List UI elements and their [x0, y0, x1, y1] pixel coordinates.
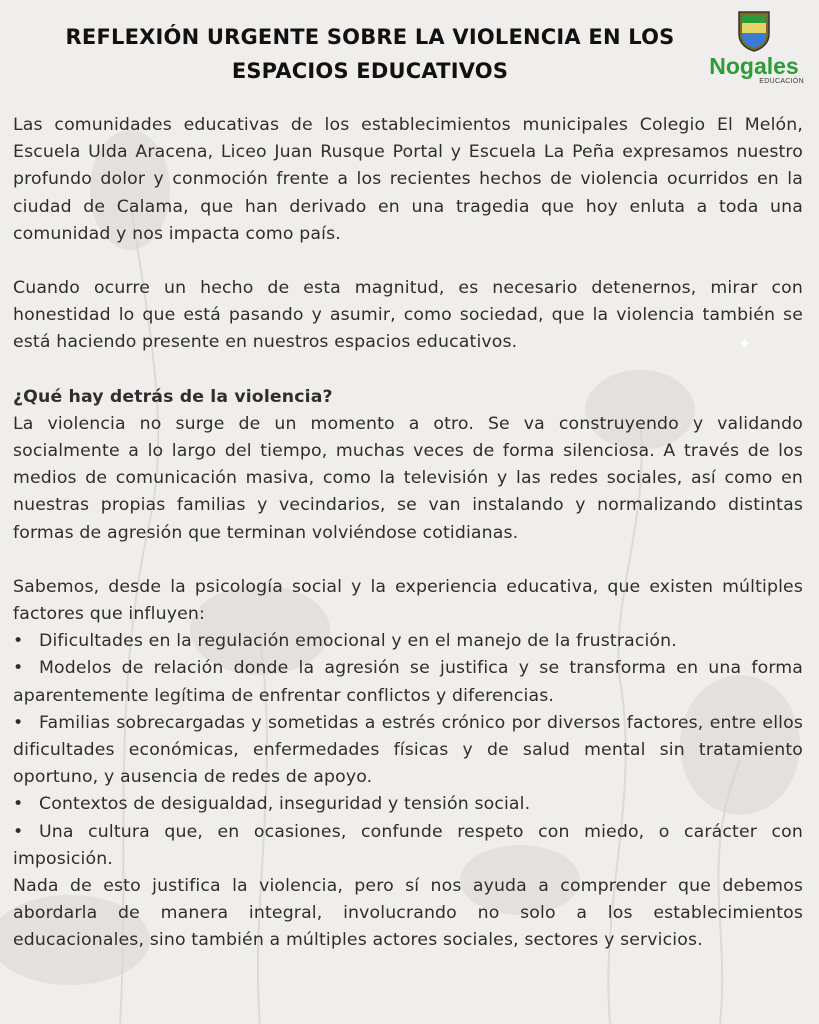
- list-item: [13, 628, 803, 655]
- title-line-2: ESPACIOS EDUCATIVOS: [231, 59, 509, 83]
- list-item-text: Familias sobrecargadas y sometidas a estrés crónico por diversos factores, entre ellos dificultades económicas, enfermedades físicas y de salud mental sin tratamiento oportuno, y ausencia de redes de apoyo.: [13, 712, 803, 788]
- bullet-icon: •: [13, 631, 24, 652]
- sparkle-icon: ✦: [738, 334, 752, 353]
- nogales-logo: [700, 10, 808, 92]
- bullet-icon: •: [13, 794, 24, 815]
- list-item-text: Una cultura que, en ocasiones, confunde respeto con miedo, o carácter con imposición.: [13, 821, 803, 869]
- list-item: [13, 819, 803, 873]
- list-item-text: Dificultades en la regulación emocional y en el manejo de la frustración.: [39, 631, 677, 652]
- bullet-icon: •: [13, 821, 24, 842]
- list-item-text: Modelos de relación donde la agresión se justifica y se transforma en una forma aparentemente legítima de enfrentar conflictos y diferencias.: [13, 658, 803, 706]
- list-item-text: Contextos de desigualdad, inseguridad y tensión social.: [39, 794, 531, 815]
- document-body: [13, 112, 803, 955]
- page-title: [40, 20, 700, 88]
- list-item: [13, 655, 803, 709]
- shield-icon: [737, 10, 771, 52]
- logo-name: Nogales: [709, 53, 799, 79]
- section-heading: ¿Qué hay detrás de la violencia?: [13, 386, 333, 407]
- bullet-icon: •: [13, 658, 24, 679]
- intro-paragraph: Las comunidades educativas de los establecimientos municipales Colegio El Melón, Escuela Ulda Aracena, Liceo Juan Rusque Portal y Escuela La Peña expresamos nuestro profundo dolor y conmoción frente a los recientes hechos de violencia ocurridos en la ciudad de Calama, que han derivado en una tragedia que hoy enluta a toda una comunidad y nos impacta como país.: [13, 115, 803, 244]
- bullet-icon: •: [13, 712, 24, 733]
- violence-origin-paragraph: La violencia no surge de un momento a otro. Se va construyendo y validando socialmente a lo largo del tiempo, muchas veces de forma silenciosa. A través de los medios de comunicación masiva, como la televisión y las redes sociales, así como en nuestras propias familias y vecindarios, se van instalando y normalizando distintas formas de agresión que terminan volviéndose cotidianas.: [13, 413, 803, 543]
- list-item: [13, 710, 803, 792]
- list-item: [13, 791, 803, 818]
- context-paragraph: Cuando ocurre un hecho de esta magnitud, es necesario detenernos, mirar con honestidad lo que está pasando y asumir, como sociedad, que la violencia también se está haciendo presente en nuestros espacios educativos.: [13, 278, 803, 353]
- logo-subtitle: EDUCACIÓN: [759, 78, 804, 85]
- factors-intro-paragraph: Sabemos, desde la psicología social y la experiencia educativa, que existen múltiples factores que influyen:: [13, 576, 803, 625]
- title-line-1: REFLEXIÓN URGENTE SOBRE LA VIOLENCIA EN LOS: [65, 25, 675, 49]
- closing-paragraph: Nada de esto justifica la violencia, pero sí nos ayuda a comprender que debemos abordarla de manera integral, involucrando no solo a los establecimientos educacionales, sino también a múltiples actores sociales, sectores y servicios.: [13, 876, 803, 951]
